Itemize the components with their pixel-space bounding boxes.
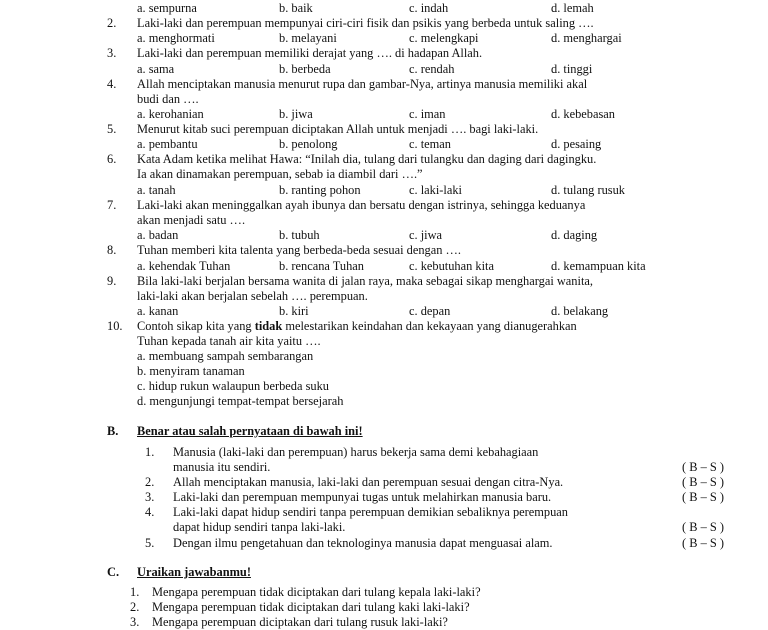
option-c: c. indah [409,1,449,15]
item-number: 5. [145,536,155,550]
question-text: Laki-laki dan perempuan memiliki derajat yang …. di hadapan Allah. [137,46,483,60]
statement-text-continued: dapat hidup sendiri tanpa laki-laki. [173,520,346,534]
option-d: d. menghargai [551,31,622,45]
question-text: Tuhan memberi kita talenta yang berbeda-beda sesuai dengan …. [137,243,462,257]
option-a: a. kehendak Tuhan [137,259,231,273]
option-c: c. kebutuhan kita [409,259,494,273]
option-b: b. tubuh [279,228,320,242]
option-d: d. tulang rusuk [551,183,625,197]
section-title: Uraikan jawabanmu! [137,565,251,579]
question-text-continued: Tuhan kepada tanah air kita yaitu …. [137,334,321,348]
option-b: b. rencana Tuhan [279,259,364,273]
option-d: d. pesaing [551,137,602,151]
true-false-choice: ( B – S ) [682,490,724,504]
question-text: Allah menciptakan manusia menurut rupa dan gambar-Nya, artinya manusia memiliki akal [137,77,588,91]
option-c: c. iman [409,107,446,121]
item-number: 3. [145,490,155,504]
option-d: d. kemampuan kita [551,259,646,273]
essay-question: Mengapa perempuan diciptakan dari tulang rusuk laki-laki? [152,615,448,629]
question-number: 10. [107,319,123,333]
option-a: a. sempurna [137,1,197,15]
option-a: a. badan [137,228,179,242]
item-number: 4. [145,505,155,519]
emphasis-word: tidak [254,319,283,333]
option-c: c. hidup rukun walaupun berbeda suku [137,379,330,393]
option-a: a. membuang sampah sembarangan [137,349,314,363]
option-c: c. jiwa [409,228,443,242]
option-b: b. kiri [279,304,309,318]
question-text: Kata Adam ketika melihat Hawa: “Inilah dia, tulang dari tulangku dan daging dari dagingku. [137,152,597,166]
option-b: b. jiwa [279,107,313,121]
statement-text: Manusia (laki-laki dan perempuan) harus bekerja sama demi kebahagiaan [173,445,539,459]
true-false-choice: ( B – S ) [682,536,724,550]
option-b: b. berbeda [279,62,331,76]
question-text-continued: akan menjadi satu …. [137,213,246,227]
option-a: a. kerohanian [137,107,204,121]
option-b: b. penolong [279,137,338,151]
option-a: a. tanah [137,183,176,197]
question-text-continued: budi dan …. [137,92,199,106]
question-number: 3. [107,46,117,60]
option-b: b. baik [279,1,313,15]
section-title: Benar atau salah pernyataan di bawah ini! [137,424,363,438]
question-text-pre: Contoh sikap kita yang [137,319,255,333]
true-false-choice: ( B – S ) [682,520,724,534]
true-false-choice: ( B – S ) [682,475,724,489]
statement-text: Laki-laki dan perempuan mempunyai tugas untuk melahirkan manusia baru. [173,490,552,504]
question-text [137,319,577,334]
question-text-post: melestarikan keindahan dan kekayaan yang dianugerahkan [282,319,577,333]
option-d: d. lemah [551,1,594,15]
option-d: d. belakang [551,304,609,318]
option-c: c. rendah [409,62,455,76]
question-number: 7. [107,198,117,212]
option-a: a. sama [137,62,175,76]
option-b: b. ranting pohon [279,183,361,197]
option-c: c. laki-laki [409,183,462,197]
item-number: 2. [145,475,155,489]
statement-text: Dengan ilmu pengetahuan dan teknologinya manusia dapat menguasai alam. [173,536,553,550]
question-text: Menurut kitab suci perempuan diciptakan Allah untuk menjadi …. bagi laki-laki. [137,122,539,136]
item-number: 2. [130,600,140,614]
essay-question: Mengapa perempuan tidak diciptakan dari tulang kaki laki-laki? [152,600,470,614]
question-number: 6. [107,152,117,166]
option-d: d. mengunjungi tempat-tempat bersejarah [137,394,344,408]
option-b: b. melayani [279,31,337,45]
option-c: c. depan [409,304,451,318]
section-letter: C. [107,565,120,579]
option-d: d. kebebasan [551,107,615,121]
option-a: a. pembantu [137,137,198,151]
question-number: 9. [107,274,117,288]
option-b: b. menyiram tanaman [137,364,245,378]
statement-text: Allah menciptakan manusia, laki-laki dan perempuan sesuai dengan citra-Nya. [173,475,564,489]
option-c: c. melengkapi [409,31,479,45]
item-number: 1. [145,445,155,459]
true-false-choice: ( B – S ) [682,460,724,474]
statement-text: Laki-laki dapat hidup sendiri tanpa perempuan demikian sebaliknya perempuan [173,505,568,519]
question-number: 8. [107,243,117,257]
question-text: Laki-laki akan meninggalkan ayah ibunya dan bersatu dengan istrinya, sehingga keduanya [137,198,586,212]
statement-text-continued: manusia itu sendiri. [173,460,271,474]
question-text-continued: Ia akan dinamakan perempuan, sebab ia diambil dari ….” [137,167,423,181]
essay-question: Mengapa perempuan tidak diciptakan dari tulang kepala laki-laki? [152,585,481,599]
item-number: 1. [130,585,140,599]
option-a: a. kanan [137,304,179,318]
question-text: Bila laki-laki berjalan bersama wanita di jalan raya, maka sebagai sikap menghargai wanita, [137,274,593,288]
question-number: 5. [107,122,117,136]
option-c: c. teman [409,137,451,151]
question-text: Laki-laki dan perempuan mempunyai ciri-ciri fisik dan psikis yang berbeda untuk saling …. [137,16,594,30]
option-d: d. daging [551,228,598,242]
option-a: a. menghormati [137,31,215,45]
item-number: 3. [130,615,140,629]
question-number: 2. [107,16,117,30]
question-number: 4. [107,77,117,91]
option-d: d. tinggi [551,62,593,76]
question-text-continued: laki-laki akan berjalan sebelah …. perempuan. [137,289,368,303]
section-letter: B. [107,424,119,438]
